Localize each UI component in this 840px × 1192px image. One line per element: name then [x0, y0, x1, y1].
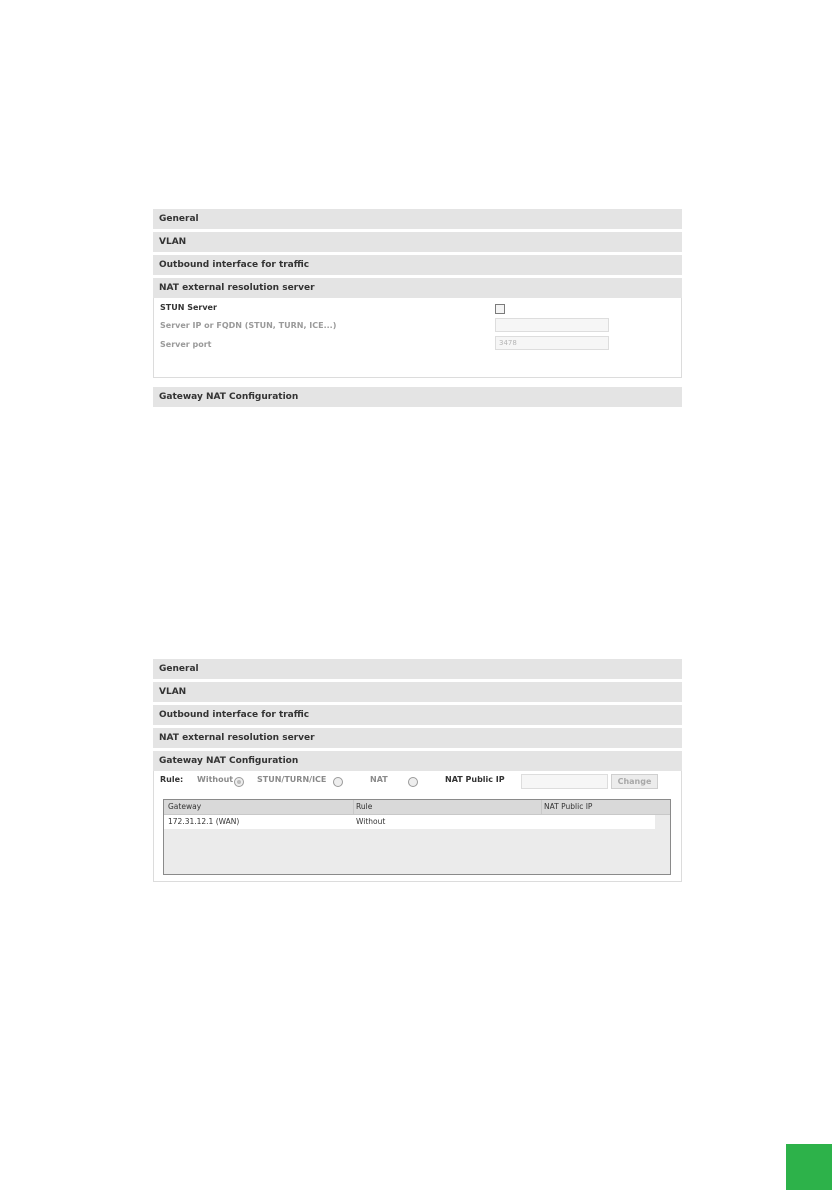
section-general[interactable]: General: [153, 659, 682, 679]
section-gateway-nat[interactable]: Gateway NAT Configuration: [153, 751, 682, 771]
rule-label: Rule:: [160, 775, 184, 784]
rule-nat-radio[interactable]: [408, 777, 418, 787]
column-rule[interactable]: Rule: [353, 800, 372, 814]
stun-server-label: STUN Server: [160, 303, 217, 312]
nat-public-ip-input[interactable]: [521, 774, 608, 789]
server-ip-input[interactable]: [495, 318, 609, 332]
nat-public-ip-label: NAT Public IP: [445, 775, 505, 784]
section-gateway-nat[interactable]: Gateway NAT Configuration: [153, 387, 682, 407]
table-row[interactable]: [164, 815, 655, 829]
section-vlan[interactable]: VLAN: [153, 682, 682, 702]
server-port-label: Server port: [160, 340, 212, 349]
cell-gateway: 172.31.12.1 (WAN): [168, 817, 240, 826]
settings-panel-stun: [153, 209, 682, 410]
column-nat-public-ip[interactable]: NAT Public IP: [541, 800, 592, 814]
section-nat-external-server[interactable]: NAT external resolution server: [153, 728, 682, 748]
gateway-nat-body: [153, 771, 682, 882]
page-marker-square: [786, 1144, 832, 1190]
nat-server-body: [153, 298, 682, 378]
gateway-nat-table: [163, 799, 671, 875]
section-outbound-interface[interactable]: Outbound interface for traffic: [153, 705, 682, 725]
settings-panel-gateway-nat: [153, 659, 682, 891]
cell-rule: Without: [356, 817, 386, 826]
column-gateway[interactable]: Gateway: [168, 802, 202, 811]
section-vlan[interactable]: VLAN: [153, 232, 682, 252]
rule-option-stun-label: STUN/TURN/ICE: [257, 775, 327, 784]
rule-without-radio[interactable]: [234, 777, 244, 787]
rule-stun-radio[interactable]: [333, 777, 343, 787]
server-port-input[interactable]: 3478: [495, 336, 609, 350]
server-ip-label: Server IP or FQDN (STUN, TURN, ICE...): [160, 321, 337, 330]
section-nat-external-server[interactable]: NAT external resolution server: [153, 278, 682, 298]
change-button[interactable]: Change: [611, 774, 658, 789]
rule-option-nat-label: NAT: [370, 775, 388, 784]
table-header: [164, 800, 670, 815]
stun-server-checkbox[interactable]: [495, 304, 505, 314]
section-outbound-interface[interactable]: Outbound interface for traffic: [153, 255, 682, 275]
rule-option-without-label: Without: [197, 775, 234, 784]
section-general[interactable]: General: [153, 209, 682, 229]
